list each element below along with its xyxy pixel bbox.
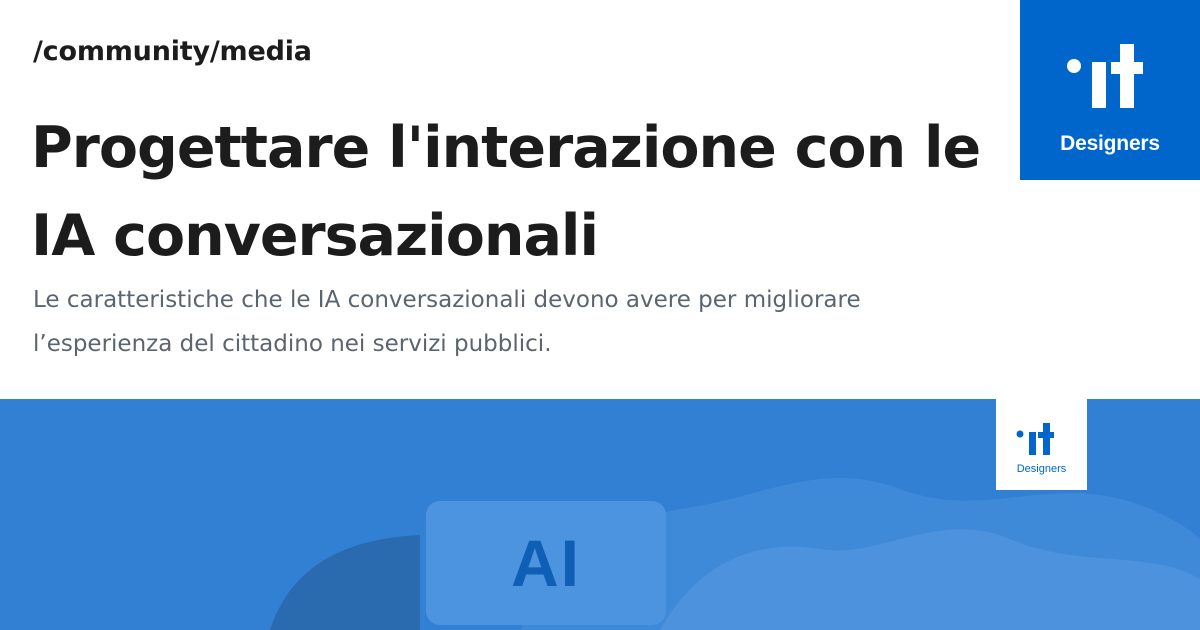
page-title: Progettare l'interazione con le IA conversazionali (31, 115, 981, 269)
breadcrumb: /community/media (33, 36, 312, 67)
ai-card-label: AI (511, 526, 581, 600)
page-subtitle: Le caratteristiche che le IA conversazionali devono avere per migliorare l’esperienza del cittadino nei servizi pubblici. (33, 287, 861, 357)
small-logo-brand-text: Designers (1016, 463, 1067, 475)
hero-small-logo (996, 399, 1087, 490)
logo-brand-text: Designers (1060, 132, 1160, 155)
dot-it-logo-icon (1020, 28, 1200, 108)
dot-it-logo-icon (996, 415, 1087, 455)
designers-logo[interactable] (1020, 0, 1200, 180)
